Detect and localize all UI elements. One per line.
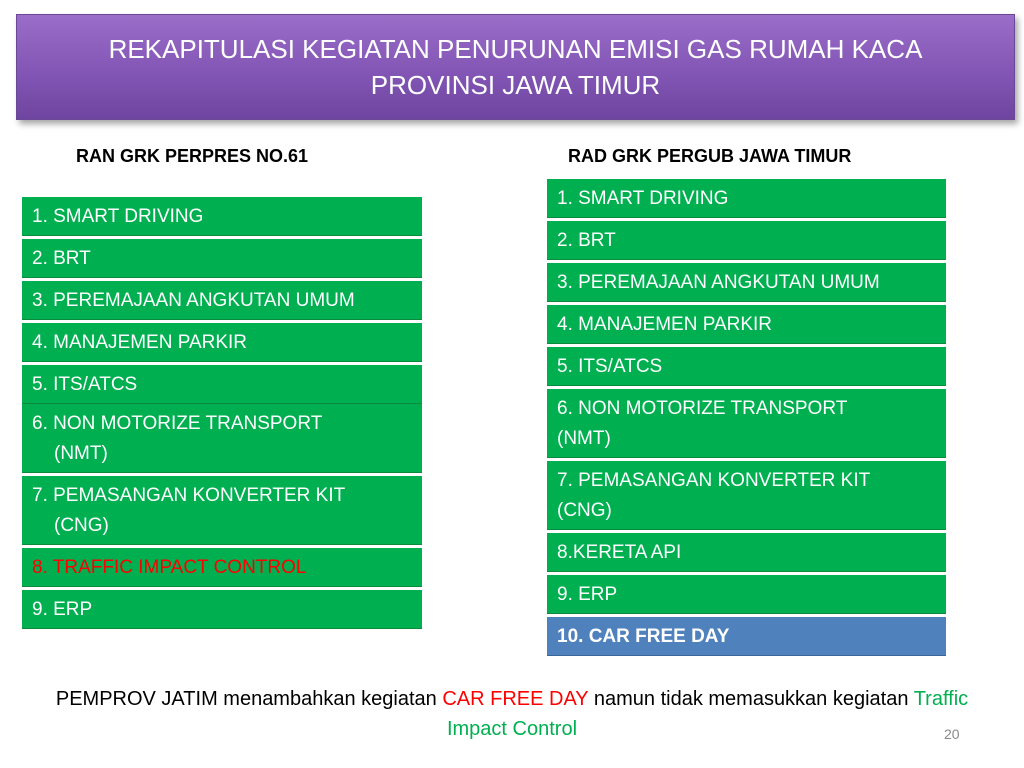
list-item: 4. MANAJEMEN PARKIR [547, 305, 946, 344]
footnote-highlight-car-free-day: CAR FREE DAY [442, 688, 589, 710]
list-item: 5. ITS/ATCS [22, 365, 422, 404]
list-item: 5. ITS/ATCS [547, 347, 946, 386]
list-item-traffic-impact-control: 8. TRAFFIC IMPACT CONTROL [22, 548, 422, 587]
list-item: 9. ERP [547, 575, 946, 614]
list-item: 7. PEMASANGAN KONVERTER KIT (CNG) [22, 476, 422, 545]
page-number: 20 [944, 726, 960, 742]
footnote-text-2: namun tidak memasukkan kegiatan [593, 688, 914, 710]
right-column-heading: RAD GRK PERGUB JAWA TIMUR [568, 146, 852, 166]
list-item: 7. PEMASANGAN KONVERTER KIT (CNG) [547, 461, 946, 530]
left-column-heading: RAN GRK PERPRES NO.61 [76, 146, 309, 166]
list-item: 6. NON MOTORIZE TRANSPORT (NMT) [22, 404, 422, 473]
footnote [40, 684, 984, 744]
list-item: 2. BRT [547, 221, 946, 260]
rad-grk-list [547, 179, 946, 659]
footnote-highlight-traffic-impact: Traffic Impact Control [446, 688, 969, 740]
list-item: 4. MANAJEMEN PARKIR [22, 323, 422, 362]
list-item: 3. PEREMAJAAN ANGKUTAN UMUM [547, 263, 946, 302]
list-item: 1. SMART DRIVING [547, 179, 946, 218]
list-item: 8.KERETA API [547, 533, 946, 572]
list-item: 1. SMART DRIVING [22, 197, 422, 236]
list-item: 6. NON MOTORIZE TRANSPORT (NMT) [547, 389, 946, 458]
list-item-car-free-day: 10. CAR FREE DAY [547, 617, 946, 656]
ran-grk-list [22, 197, 422, 632]
list-item: 3. PEREMAJAAN ANGKUTAN UMUM [22, 281, 422, 320]
title-banner [16, 14, 1015, 120]
footnote-text-1: PEMPROV JATIM menambahkan kegiatan [55, 688, 443, 710]
list-item: 9. ERP [22, 590, 422, 629]
title-line-2: PROVINSI JAWA TIMUR [370, 70, 661, 100]
title-line-1: REKAPITULASI KEGIATAN PENURUNAN EMISI GAS RUMAH KACA [108, 34, 923, 64]
list-item: 2. BRT [22, 239, 422, 278]
